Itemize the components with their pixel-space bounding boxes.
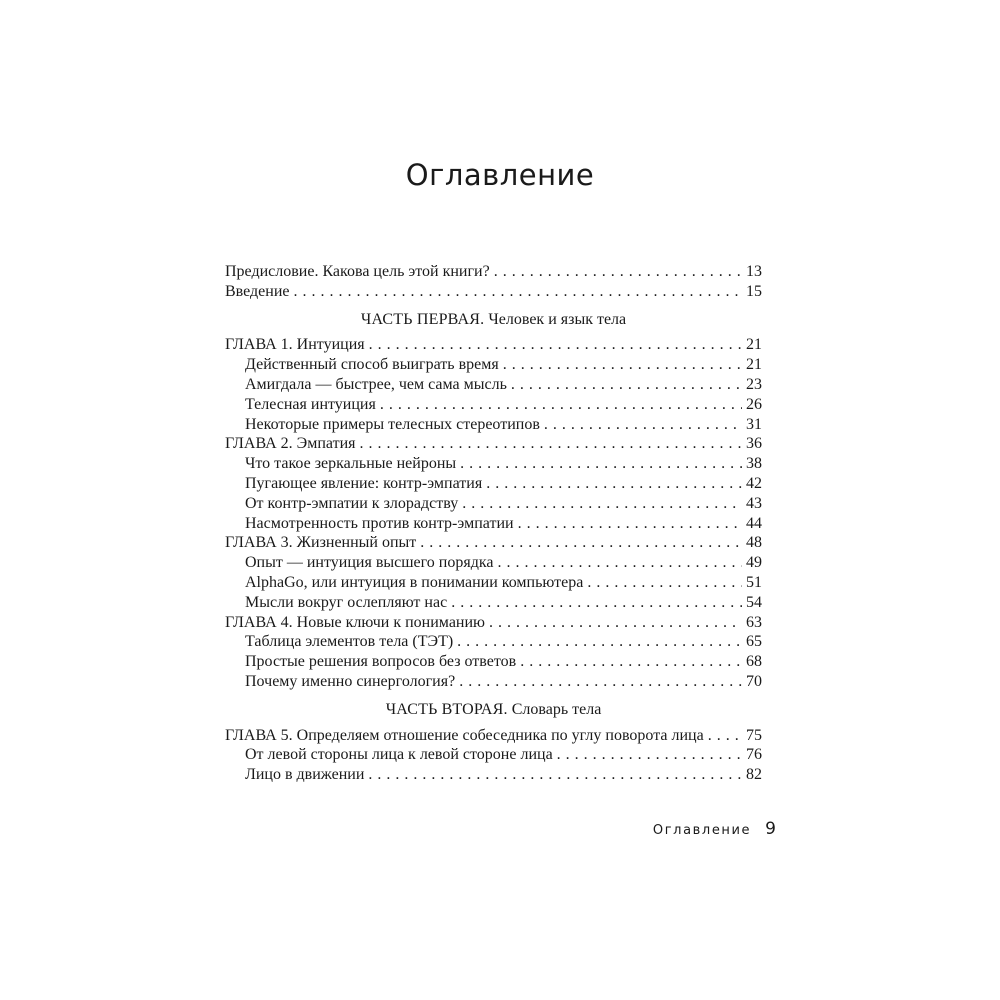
toc-entry-label: Что такое зеркальные нейроны [245,455,457,473]
toc-page-number: 54 [746,593,762,611]
table-of-contents [225,262,762,785]
toc-entry-preface[interactable] [225,262,762,282]
toc-section[interactable] [225,553,762,573]
toc-section[interactable] [225,375,762,395]
toc-entry-introduction[interactable] [225,282,762,302]
dot-leader [294,282,743,302]
toc-page-number: 48 [746,534,762,552]
toc-entry-label: Некоторые примеры телесных стереотипов [245,415,540,433]
dot-leader [544,415,742,435]
toc-entry-label: Таблица элементов тела (ТЭТ) [245,633,454,651]
toc-section[interactable] [225,454,762,474]
page-title: Оглавление [405,158,595,192]
toc-chapter-5[interactable] [225,726,762,746]
toc-entry-label: Телесная интуиция [245,395,376,413]
page-footer [653,819,776,839]
toc-page-number: 49 [746,554,762,572]
dot-leader [380,395,742,415]
toc-page-number: 70 [746,672,762,690]
toc-page-number: 23 [746,375,762,393]
toc-section[interactable] [225,355,762,375]
toc-page-number: 65 [746,633,762,651]
toc-entry-label: Мысли вокруг ослепляют нас [245,593,448,611]
toc-entry-label: ГЛАВА 1. Интуиция [225,336,365,354]
part-heading-1 [225,310,762,330]
dot-leader [360,434,742,454]
dot-leader [503,355,742,375]
dot-leader [489,613,742,633]
toc-section[interactable] [225,474,762,494]
toc-page-number: 13 [746,263,762,280]
dot-leader [708,726,742,746]
toc-page-number: 76 [746,746,762,764]
dot-leader [369,335,742,355]
dot-leader [462,494,742,514]
running-title: Оглавление [652,823,752,838]
toc-entry-label: Почему именно синергология? [245,672,456,690]
dot-leader [451,593,742,613]
dot-leader [459,672,742,692]
toc-page-number: 15 [746,282,762,300]
toc-page-number: 38 [746,455,762,473]
toc-section[interactable] [225,573,762,593]
toc-page-number: 63 [746,613,762,631]
part-label: ЧАСТЬ ВТОРАЯ. [385,700,508,718]
toc-page-number: 44 [746,514,762,532]
dot-leader [520,652,742,672]
toc-entry-label: ГЛАВА 5. Определяем отношение собеседника по углу поворота лица [225,726,704,744]
dot-leader [368,765,742,785]
toc-page-number: 51 [746,573,762,591]
toc-section[interactable] [225,765,762,785]
toc-chapter-2[interactable] [225,434,762,454]
toc-page-number: 21 [746,356,762,374]
toc-entry-label: От левой стороны лица к левой стороне лица [245,746,553,764]
toc-entry-label: Введение [225,282,290,300]
dot-leader [587,573,742,593]
toc-entry-label: Опыт — интуиция высшего порядка [245,554,494,572]
toc-chapter-4[interactable] [225,613,762,633]
part-title: Человек и язык тела [488,310,627,328]
toc-page-number: 31 [746,415,762,433]
toc-entry-label: ГЛАВА 2. Эмпатия [225,435,356,453]
part-title: Словарь тела [511,700,602,718]
toc-section[interactable] [225,593,762,613]
toc-section[interactable] [225,745,762,765]
part-heading-2 [225,700,762,720]
dot-leader [420,533,742,553]
dot-leader [486,474,742,494]
dot-leader [494,262,742,282]
toc-entry-label: ГЛАВА 4. Новые ключи к пониманию [225,613,485,631]
toc-page-number: 43 [746,494,762,512]
toc-section[interactable] [225,514,762,534]
toc-section[interactable] [225,415,762,435]
toc-entry-label: Насмотренность против контр-эмпатии [245,514,514,532]
toc-page-number: 68 [746,653,762,671]
toc-section[interactable] [225,672,762,692]
toc-entry-label: Пугающее явление: контр-эмпатия [245,474,483,492]
toc-entry-label: ГЛАВА 3. Жизненный опыт [225,534,417,552]
dot-leader [557,745,742,765]
toc-page-number: 26 [746,395,762,413]
toc-entry-label: Лицо в движении [245,766,365,784]
toc-entry-label: Действенный способ выиграть время [245,356,499,374]
toc-entry-label: AlphaGo, или интуиция в понимании компьютера [245,573,584,591]
dot-leader [457,632,742,652]
toc-page-number: 82 [746,766,762,784]
dot-leader [518,514,742,534]
dot-leader [460,454,742,474]
toc-chapter-3[interactable] [225,533,762,553]
toc-entry-label: От контр-эмпатии к злорадству [245,494,459,512]
toc-entry-label: Амигдала — быстрее, чем сама мысль [245,375,507,393]
toc-section[interactable] [225,632,762,652]
dot-leader [498,553,743,573]
toc-page-number: 42 [746,474,762,492]
toc-page-number: 75 [746,726,762,744]
toc-entry-label: Простые решения вопросов без ответов [245,653,517,671]
page-number: 9 [765,819,776,839]
toc-section[interactable] [225,395,762,415]
dot-leader [511,375,742,395]
toc-section[interactable] [225,494,762,514]
toc-page-number: 21 [746,336,762,354]
toc-section[interactable] [225,652,762,672]
toc-page-number: 36 [746,435,762,453]
part-label: ЧАСТЬ ПЕРВАЯ. [360,310,485,328]
toc-entry-label: Предисловие. Какова цель этой книги? [225,263,490,280]
toc-chapter-1[interactable] [225,335,762,355]
